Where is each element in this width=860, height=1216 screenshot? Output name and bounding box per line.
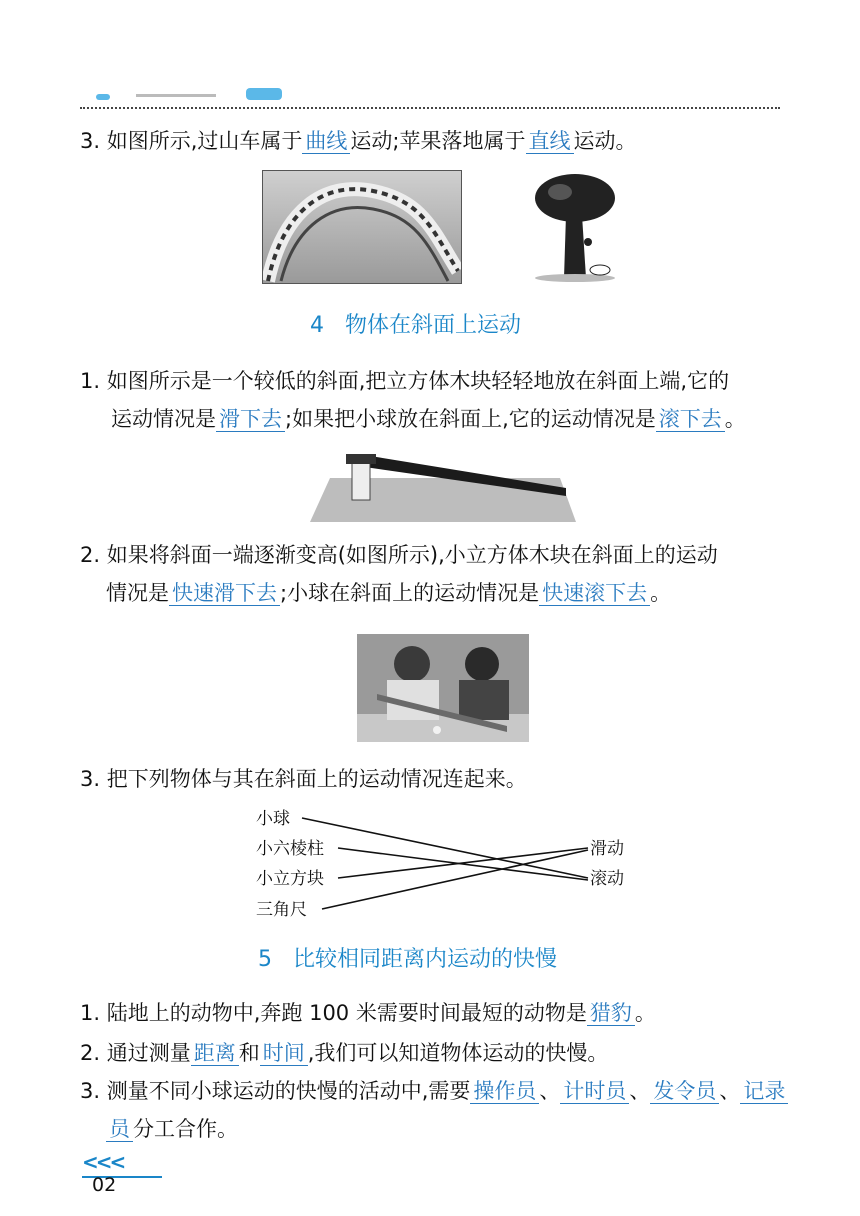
arrows-icon: <<< [82, 1150, 124, 1174]
answer-blank: 时间 [260, 1041, 308, 1066]
question-number: 2. [80, 543, 101, 567]
answer-blank: 操作员 [470, 1079, 539, 1104]
answer-blank: 记录 [740, 1079, 788, 1104]
page-footer [82, 1150, 162, 1196]
answer-blank: 快速滚下去 [539, 581, 650, 606]
students-experiment-photo [357, 634, 529, 742]
left-item-cube: 小立方块 [256, 869, 324, 889]
section-5-question-3: 3. 测量不同小球运动的快慢的活动中,需要 操作员 、 计时员 、 发令员 、 记录 [80, 1076, 788, 1106]
roller-coaster-photo [262, 170, 462, 284]
question-number: 3. [80, 129, 101, 153]
answer-blank: 快速滑下去 [169, 581, 280, 606]
section-4-question-3: 3. 把下列物体与其在斜面上的运动情况连起来。 [80, 767, 527, 791]
section-4-title: 4 物体在斜面上运动 [310, 313, 521, 338]
answer-blank: 距离 [191, 1041, 239, 1066]
left-item-hexagonal-prism: 小六棱柱 [256, 839, 324, 859]
page-number: 02 [92, 1174, 117, 1196]
section-5-question-1: 1. 陆地上的动物中,奔跑 100 米需要时间最短的动物是 猎豹 。 [80, 1001, 656, 1025]
answer-blank: 员 [106, 1117, 133, 1142]
question-3-top: 3. 如图所示,过山车属于 曲线 运动;苹果落地属于 直线 运动。 [80, 129, 637, 153]
left-item-ball: 小球 [256, 809, 290, 829]
question-number: 3. [80, 767, 101, 791]
section-5-question-2: 2. 通过测量 距离 和 时间 ,我们可以知道物体运动的快慢。 [80, 1041, 609, 1065]
answer-blank: 发令员 [650, 1079, 719, 1104]
match-line-triangle-ruler [322, 850, 588, 909]
answer-blank: 直线 [526, 129, 574, 154]
match-line-ball [302, 818, 588, 878]
section-4-question-1-line-2: 运动情况是 滑下去 ;如果把小球放在斜面上,它的运动情况是 滚下去 。 [111, 407, 746, 431]
section-4-question-2-line-2: 情况是 快速滑下去 ;小球在斜面上的运动情况是 快速滚下去 。 [106, 581, 672, 605]
answer-blank: 猎豹 [587, 1001, 635, 1026]
question-number: 3. [80, 1079, 101, 1103]
section-5-title: 5 比较相同距离内运动的快慢 [258, 947, 557, 972]
header-decoration [96, 84, 286, 102]
low-slope-photo [310, 448, 576, 524]
question-number: 1. [80, 1001, 101, 1025]
section-5-question-3-line-2: 员 分工合作。 [106, 1114, 238, 1144]
right-item-roll: 滚动 [590, 869, 624, 889]
question-number: 2. [80, 1041, 101, 1065]
answer-blank: 计时员 [560, 1079, 629, 1104]
left-item-triangle-ruler: 三角尺 [256, 900, 307, 920]
section-4-question-2: 2. 如果将斜面一端逐渐变高(如图所示),小立方体木块在斜面上的运动 [80, 543, 718, 567]
matching-diagram [250, 804, 640, 924]
apple-tree-illustration [530, 170, 620, 282]
header-divider [80, 107, 780, 109]
section-4-question-1: 1. 如图所示是一个较低的斜面,把立方体木块轻轻地放在斜面上端,它的 [80, 369, 730, 393]
question-number: 1. [80, 369, 101, 393]
answer-blank: 曲线 [302, 129, 350, 154]
right-item-slide: 滑动 [590, 839, 624, 859]
answer-blank: 滚下去 [656, 407, 725, 432]
answer-blank: 滑下去 [216, 407, 285, 432]
